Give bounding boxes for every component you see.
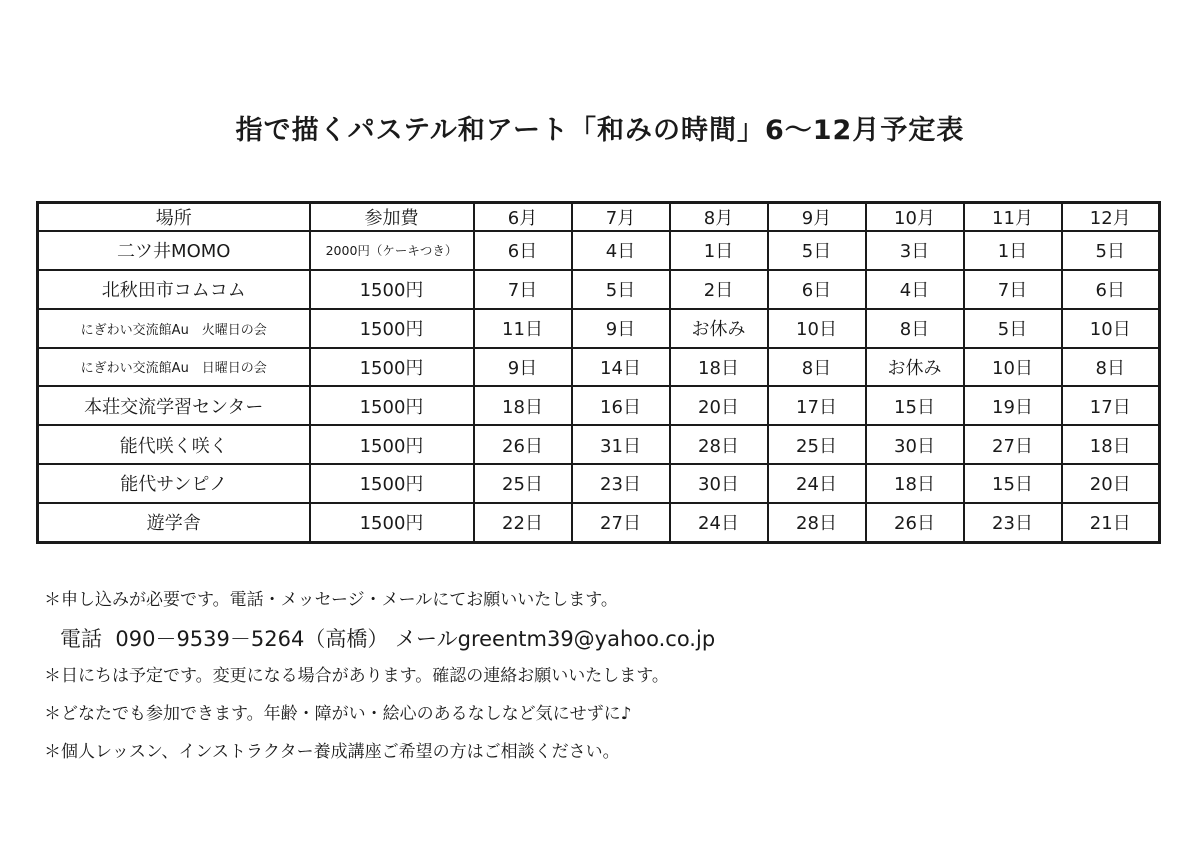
- place-cell: にぎわい交流館Au 日曜日の会: [38, 348, 310, 387]
- day-cell: 16日: [572, 386, 670, 425]
- day-cell: 28日: [670, 425, 768, 464]
- header-month-dec: 12月: [1062, 203, 1160, 232]
- table-row: [38, 231, 1160, 270]
- place-cell: 北秋田市コムコム: [38, 270, 310, 309]
- day-cell: 30日: [670, 464, 768, 503]
- day-cell: 1日: [964, 231, 1062, 270]
- fee-cell: 1500円: [310, 270, 474, 309]
- day-cell: 14日: [572, 348, 670, 387]
- day-cell: 7日: [964, 270, 1062, 309]
- fee-cell: 2000円（ケーキつき）: [310, 231, 474, 270]
- day-cell: 26日: [866, 503, 964, 543]
- contact-line: [44, 624, 1164, 654]
- day-cell: 7日: [474, 270, 572, 309]
- day-cell: 23日: [964, 503, 1062, 543]
- day-cell: 8日: [768, 348, 866, 387]
- table-row: [38, 464, 1160, 503]
- place-cell: 本荘交流学習センター: [38, 386, 310, 425]
- day-cell: 10日: [964, 348, 1062, 387]
- header-month-jun: 6月: [474, 203, 572, 232]
- day-cell: 22日: [474, 503, 572, 543]
- email-address: greentm39@yahoo.co.jp: [457, 627, 716, 651]
- day-cell: 6日: [474, 231, 572, 270]
- table-row: [38, 348, 1160, 387]
- table-row: [38, 503, 1160, 543]
- place-cell: 能代サンピノ: [38, 464, 310, 503]
- day-cell: 17日: [768, 386, 866, 425]
- day-cell: 20日: [1062, 464, 1160, 503]
- note-lessons: ＊個人レッスン、インストラクター養成講座ご希望の方はご相談ください。: [44, 742, 620, 762]
- day-cell: 4日: [572, 231, 670, 270]
- header-month-oct: 10月: [866, 203, 964, 232]
- day-cell: 21日: [1062, 503, 1160, 543]
- table-row: [38, 270, 1160, 309]
- day-cell: 18日: [670, 348, 768, 387]
- header-month-aug: 8月: [670, 203, 768, 232]
- day-cell: 18日: [866, 464, 964, 503]
- day-cell: 5日: [1062, 231, 1160, 270]
- table-row: [38, 425, 1160, 464]
- fee-cell: 1500円: [310, 464, 474, 503]
- place-cell: 能代咲く咲く: [38, 425, 310, 464]
- table-row: [38, 386, 1160, 425]
- day-cell: 8日: [866, 309, 964, 348]
- table-header-row: [38, 203, 1160, 232]
- header-month-jul: 7月: [572, 203, 670, 232]
- day-cell: 15日: [964, 464, 1062, 503]
- day-cell: 6日: [1062, 270, 1160, 309]
- day-cell: 30日: [866, 425, 964, 464]
- day-cell: お休み: [866, 348, 964, 387]
- header-month-sep: 9月: [768, 203, 866, 232]
- day-cell: 8日: [1062, 348, 1160, 387]
- day-cell: 19日: [964, 386, 1062, 425]
- day-cell: 26日: [474, 425, 572, 464]
- note-anyone-welcome: ＊どなたでも参加できます。年齢・障がい・絵心のあるなしなど気にせずに♪: [44, 704, 632, 724]
- day-cell: 27日: [572, 503, 670, 543]
- day-cell: 4日: [866, 270, 964, 309]
- day-cell: 10日: [1062, 309, 1160, 348]
- place-cell: 二ツ井MOMO: [38, 231, 310, 270]
- fee-cell: 1500円: [310, 503, 474, 543]
- place-cell: 遊学舎: [38, 503, 310, 543]
- phone-label: 電話: [60, 627, 102, 651]
- day-cell: 5日: [572, 270, 670, 309]
- day-cell: 25日: [474, 464, 572, 503]
- place-cell: にぎわい交流館Au 火曜日の会: [38, 309, 310, 348]
- day-cell: 9日: [474, 348, 572, 387]
- day-cell: 5日: [964, 309, 1062, 348]
- day-cell: 6日: [768, 270, 866, 309]
- fee-cell: 1500円: [310, 425, 474, 464]
- phone-number: 090－9539－5264（高橋）: [115, 627, 389, 651]
- day-cell: 5日: [768, 231, 866, 270]
- day-cell: 23日: [572, 464, 670, 503]
- day-cell: 18日: [474, 386, 572, 425]
- day-cell: 2日: [670, 270, 768, 309]
- day-cell: 20日: [670, 386, 768, 425]
- mail-label: メール: [395, 627, 458, 651]
- day-cell: 25日: [768, 425, 866, 464]
- schedule-table: [36, 201, 1161, 544]
- day-cell: 3日: [866, 231, 964, 270]
- day-cell: 15日: [866, 386, 964, 425]
- header-month-nov: 11月: [964, 203, 1062, 232]
- day-cell: 11日: [474, 309, 572, 348]
- notes-section: [44, 586, 1164, 776]
- header-fee: 参加費: [310, 203, 474, 232]
- day-cell: 28日: [768, 503, 866, 543]
- day-cell: 27日: [964, 425, 1062, 464]
- note-application: ＊申し込みが必要です。電話・メッセージ・メールにてお願いいたします。: [44, 590, 618, 610]
- day-cell: 1日: [670, 231, 768, 270]
- day-cell: 9日: [572, 309, 670, 348]
- header-place: 場所: [38, 203, 310, 232]
- day-cell: 18日: [1062, 425, 1160, 464]
- day-cell: 17日: [1062, 386, 1160, 425]
- fee-cell: 1500円: [310, 348, 474, 387]
- day-cell: 31日: [572, 425, 670, 464]
- fee-cell: 1500円: [310, 309, 474, 348]
- day-cell: 10日: [768, 309, 866, 348]
- note-schedule-tentative: ＊日にちは予定です。変更になる場合があります。確認の連絡お願いいたします。: [44, 666, 669, 686]
- fee-cell: 1500円: [310, 386, 474, 425]
- day-cell: 24日: [768, 464, 866, 503]
- day-cell: 24日: [670, 503, 768, 543]
- day-cell: お休み: [670, 309, 768, 348]
- page-title: 指で描くパステル和アート「和みの時間」6～12月予定表: [235, 115, 965, 146]
- table-row: [38, 309, 1160, 348]
